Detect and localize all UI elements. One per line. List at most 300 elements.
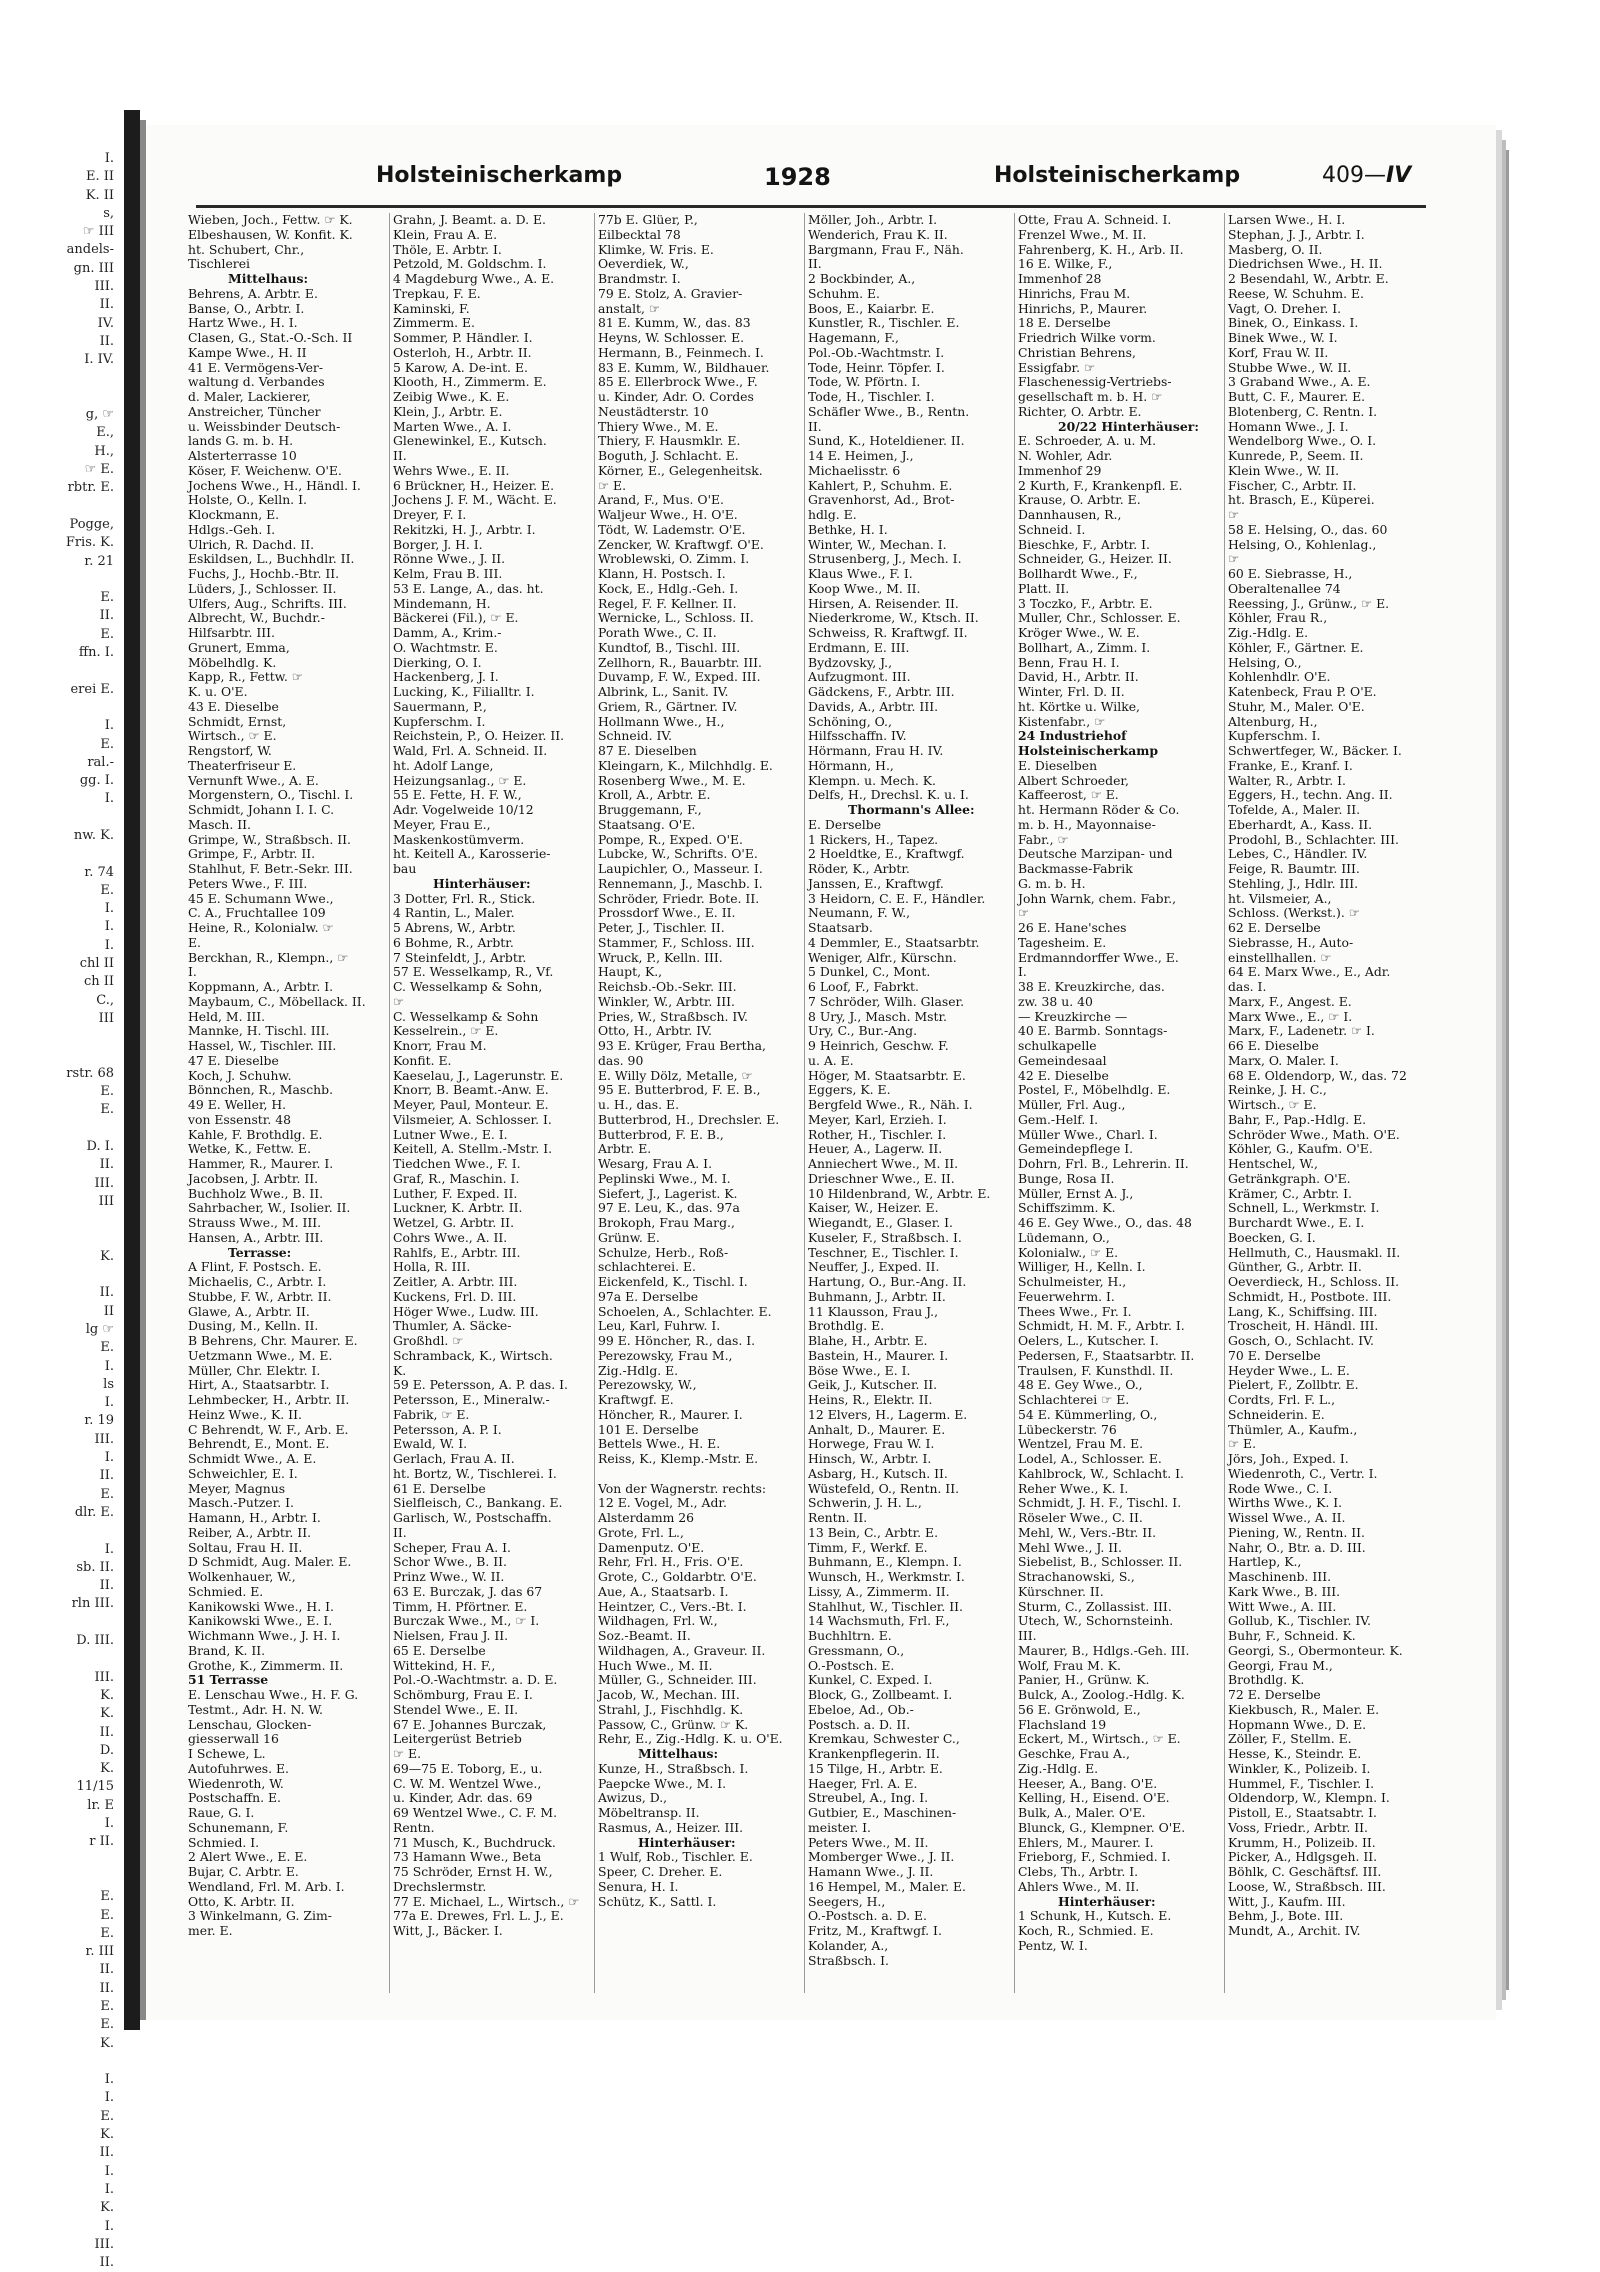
fragment-line: I. [104,2181,114,2197]
directory-entry: Hassel, W., Tischler. III. [188,1038,337,1053]
fragment-line: II. [99,608,114,624]
directory-entry: Schoelen, A., Schlachter. E. [598,1303,772,1319]
directory-entry: von Essenstr. 48 [188,1111,291,1127]
directory-entry: Hartlep, K., [1228,1554,1302,1570]
directory-entry: Feuerwehrm. I. [1018,1288,1115,1304]
directory-entry: Kaffeerost, ☞ E. [1018,787,1119,803]
directory-entry: Peplinski Wwe., M. I. [598,1170,731,1186]
directory-entry: Bastein, H., Maurer. I. [808,1347,949,1363]
directory-entry: Griem, R., Gärtner. IV. [598,698,738,714]
directory-entry: G. m. b. H. [1018,875,1086,891]
directory-entry: 70 E. Derselbe [1228,1347,1321,1363]
directory-entry: Klempn. u. Mech. K. [808,772,936,788]
directory-entry: Eggers, K. E. [808,1082,891,1098]
directory-entry: Deutsche Marzipan- und [1018,846,1173,862]
directory-entry: K. [393,1362,407,1378]
directory-entry: Mittelhaus: [638,1746,719,1761]
directory-entry: 57 E. Wesselkamp, R., Vf. [393,964,554,980]
directory-entry: Schuhm. E. [808,285,880,301]
directory-entry: 68 E. Oldendorp, W., das. 72 [1228,1067,1407,1083]
directory-entry: Kark Wwe., B. III. [1228,1583,1341,1599]
directory-entry: Flachsland 19 [1018,1716,1107,1732]
directory-entry: Voss, Friedr., Arbtr. II. [1228,1819,1368,1835]
fragment-line: lr. E [87,1797,114,1813]
directory-entry: 77b E. Glüer, P., [598,212,698,227]
directory-entry: Bulk, A., Maler. O'E. [1018,1805,1146,1820]
fragment-line [0,498,114,516]
directory-entry: Siefert, J., Lagerist. K. [598,1185,738,1201]
directory-entry: ht. Adolf Lange, [393,757,494,773]
directory-entry: Müller, Chr. Elektr. I. [188,1362,321,1378]
directory-entry: Hinterhäuser: [638,1834,736,1850]
directory-entry: Niederkrome, W., Ktsch. II. [808,610,979,626]
directory-entry: Grimpe, F., Arbtr. II. [188,846,316,862]
directory-entry: Hinsch, W., Arbtr. I. [808,1451,932,1466]
directory-entry: Schömburg, Frau E. I. [393,1687,533,1702]
directory-entry: Regel, F. F. Kellner. II. [598,595,737,611]
directory-entry: 61 E. Derselbe [393,1480,486,1496]
directory-entry: Erdmann, E. III. [808,639,910,655]
directory-entry: Kupferschm. I. [1228,728,1321,744]
directory-entry: 12 Elvers, H., Lagerm. E. [808,1406,968,1422]
directory-entry: Höncher, R., Maurer. I. [598,1406,743,1422]
directory-entry: 3 Winkelmann, G. Zim- [188,1908,332,1924]
directory-entry: Buhr, F., Schneid. K. [1228,1628,1356,1643]
directory-entry: Kaminski, F. [393,300,470,316]
directory-entry: Stahlhut, F. Betr.-Sekr. III. [188,861,353,876]
directory-entry: Meyer, Paul, Monteur. E. [393,1097,549,1112]
directory-entry: III. [1018,1628,1037,1643]
directory-entry: Wiegandt, E., Glaser. I. [808,1215,953,1230]
directory-entry: O. Wachtmstr. E. [393,639,498,655]
directory-entry: Utech, W., Schornsteinh. [1018,1613,1174,1629]
directory-entry: Schor Wwe., B. II. [393,1554,507,1570]
directory-entry: das. I. [1228,979,1267,994]
directory-entry: II. [393,1524,407,1540]
directory-entry: Rennemann, J., Maschb. I. [598,875,763,891]
directory-entry: Eckert, M., Wirtsch., ☞ E. [1018,1731,1181,1747]
directory-entry: 51 Terrasse [188,1672,269,1688]
directory-entry: Heyns, W. Schlosser. E. [598,330,745,345]
directory-entry: schulkapelle [1018,1038,1097,1053]
directory-entry: Immenhof 28 [1018,271,1102,286]
directory-entry: Aufzugmont. III. [808,669,911,685]
directory-entry: 16 Hempel, M., Maler. E. [808,1878,966,1894]
directory-entry: Thiery Wwe., M. E. [598,418,719,434]
directory-entry: Sund, K., Hoteldiener. II. [808,433,965,449]
directory-entry: Lubcke, W., Schrifts. O'E. [598,846,758,862]
fragment-line: K. [100,1248,114,1264]
directory-entry: Ury, C., Bur.-Ang. [808,1023,918,1039]
directory-entry: Alsterdamm 26 [598,1510,695,1525]
directory-entry: Kleingarn, K., Milchhdlg. E. [598,757,773,773]
directory-entry: Wirths Wwe., K. I. [1228,1495,1343,1511]
directory-entry: Otto, H., Arbtr. IV. [598,1023,712,1039]
directory-page [146,125,1496,2020]
directory-entry: Prossdorf Wwe., E. II. [598,905,736,921]
directory-entry: Hamann, H., Arbtr. I. [188,1510,321,1525]
directory-entry: Winkler, K., Polizeib. I. [1228,1760,1371,1776]
fragment-line: E., [96,425,114,441]
directory-entry: Buhmann, E., Klempn. I. [808,1554,962,1570]
directory-entry: Rentn. [393,1819,435,1835]
directory-entry: Kanikowski Wwe., H. I. [188,1598,334,1614]
directory-entry: Oeverdiek, W., [598,256,689,272]
directory-entry: Köhler, F., Gärtner. E. [1228,639,1364,655]
directory-entry: Duvamp, F. W., Exped. III. [598,669,761,685]
fragment-line: I. [104,2072,114,2088]
directory-entry: 58 E. Helsing, O., das. 60 [1228,521,1388,537]
directory-entry: 85 E. Ellerbrock Wwe., F. [598,374,758,390]
directory-entry: Wernicke, L., Schloss. II. [598,610,754,626]
directory-entry: 1 Wulf, Rob., Tischler. E. [598,1849,753,1865]
fragment-line: I. [104,1541,114,1557]
fragment-line: II. [99,333,114,349]
directory-entry: 48 E. Gey Wwe., O., [1018,1377,1143,1393]
directory-entry: Marx, O. Maler. I. [1228,1052,1339,1068]
directory-entry: 5 Karow, A. De-int. E. [393,359,528,375]
directory-entry: Hörmann, Frau H. IV. [808,743,944,758]
directory-entry: Wichmann Wwe., J. H. I. [188,1628,341,1643]
column-divider [1224,213,1225,1993]
directory-entry: Röder, K., Arbtr. [808,861,910,876]
header-rule [196,205,1426,208]
directory-entry: Brokoph, Frau Marg., [598,1215,735,1230]
directory-entry: Timm, F., Werkf. E. [808,1539,928,1555]
fragment-line [0,809,114,827]
directory-entry: Frenzel Wwe., M. II. [1018,226,1147,242]
fragment-line: III. [94,1175,114,1191]
directory-entry: Heuer, A., Lagerw. II. [808,1141,943,1157]
fragment-line: ☞ III [82,224,114,240]
directory-entry: Perezowsky, Frau M., [598,1347,733,1363]
directory-entry: Möbelhdlg. K. [188,654,277,670]
directory-entry: Krämer, C., Arbtr. I. [1228,1185,1352,1201]
directory-entry: Reinke, J. H. C., [1228,1082,1327,1098]
directory-entry: Soltau, Frau H. II. [188,1539,303,1555]
directory-entry: Grote, C., Goldarbtr. O'E. [598,1569,757,1584]
directory-entry: 65 E. Derselbe [393,1642,486,1658]
fragment-line: andels- [66,242,114,258]
directory-entry: David, H., Arbtr. II. [1018,669,1139,685]
directory-entry: 95 E. Butterbrod, F. E. B., [598,1082,761,1098]
column-divider [804,213,805,1993]
directory-entry: 69 Wentzel Wwe., C. F. M. [393,1805,558,1820]
directory-entry: Anstreicher, Tüncher [188,403,321,419]
directory-entry: 1 Schunk, H., Kutsch. E. [1018,1908,1172,1924]
directory-entry: Köser, F. Weichenw. O'E. [188,462,342,478]
directory-entry: Schweichler, E. I. [188,1465,298,1481]
directory-entry: Loose, W., Straßbsch. III. [1228,1878,1386,1894]
directory-entry: Troscheit, H. Händl. III. [1228,1318,1379,1334]
directory-entry: Gressmann, O., [808,1642,905,1658]
directory-entry: Schlachterei ☞ E. [1018,1392,1130,1407]
book-gutter [124,110,140,2030]
directory-entry: E. Dieselben [1018,757,1098,773]
directory-entry: u. Kinder, Adr. O. Cordes [598,389,754,404]
directory-column [808,213,1008,2003]
directory-entry: Hinrichs, Frau M. [1018,285,1131,301]
fragment-line: ls [103,1376,114,1392]
directory-entry: ☞ [1228,551,1240,567]
directory-entry: 101 E. Derselbe [598,1421,699,1437]
directory-entry: Timm, H. Pförtner. E. [393,1598,528,1614]
directory-entry: Berckhan, R., Klempn., ☞ [188,949,349,965]
directory-entry: m. b. H., Mayonnaise- [1018,816,1156,832]
directory-entry: Weniger, Alfr., Kürschn. [808,949,957,965]
directory-entry: Koch, R., Schmied. E. [1018,1923,1154,1938]
fragment-line: E. [100,882,114,898]
fragment-line: E. [100,2017,114,2033]
directory-entry: Otto, K. Arbtr. II. [188,1893,295,1909]
directory-entry: einstellhallen. ☞ [1228,949,1332,965]
directory-entry: Höger Wwe., Ludw. III. [393,1303,539,1319]
directory-entry: Kraftwgf. E. [598,1392,674,1407]
directory-entry: Körner, E., Gelegenheitsk. [598,462,763,478]
directory-entry: Delfs, H., Drechsl. K. u. I. [808,787,969,803]
directory-entry: Tagesheim. E. [1018,934,1107,950]
directory-entry: Terrasse: [228,1244,292,1260]
directory-entry: Thümler, A., Kaufm., [1228,1421,1358,1437]
directory-entry: Lüders, J., Schlosser. II. [188,580,337,596]
directory-entry: d. Maler, Lackierer, [188,389,311,404]
directory-entry: Peters Wwe., M. II. [808,1834,929,1850]
directory-entry: 3 Toczko, F., Arbtr. E. [1018,595,1153,611]
directory-entry: 56 E. Grönwold, E., [1018,1701,1141,1717]
fragment-line: Fris. K. [65,535,114,551]
directory-entry: 6 Bohme, R., Arbtr. [393,934,514,950]
directory-entry: Lucking, K., Filialltr. I. [393,684,535,699]
directory-entry: Bollhardt Wwe., F., [1018,566,1138,581]
directory-entry: Kohlenhdlr. O'E. [1228,669,1331,685]
directory-entry: 69—75 E. Toborg, E., u. [393,1760,543,1776]
directory-entry: Holsteinischerkamp [1018,743,1159,758]
directory-entry: Bydzovsky, J., [808,654,893,670]
fragment-line [0,1028,114,1046]
directory-entry: Stubbe, F. W., Arbtr. II. [188,1288,332,1304]
directory-entry: Pol.-Ob.-Wachtmstr. I. [808,344,945,360]
directory-column [1018,213,1218,2003]
directory-entry: Wentzel, Frau M. E. [1018,1436,1144,1452]
directory-entry: Brothdlg. K. [1228,1672,1305,1688]
directory-entry: C. Wesselkamp & Sohn [393,1008,539,1024]
directory-entry: Rosenberg Wwe., M. E. [598,772,746,788]
directory-entry: Hinterhäuser: [433,875,531,891]
fragment-line: II. [99,1468,114,1484]
fragment-line: K. [100,1687,114,1703]
directory-entry: Kupferschm. I. [393,713,486,729]
directory-entry: 3 Graband Wwe., A. E. [1228,374,1371,390]
directory-entry: O.-Postsch. a. D. E. [808,1908,927,1924]
directory-entry: Gem.-Helf. I. [1018,1111,1099,1127]
fragment-line [0,2053,114,2071]
fragment-line [0,1230,114,1248]
directory-entry: Thöle, E. Arbtr. I. [393,241,502,257]
directory-entry: Leitergerüst Betrieb [393,1731,522,1747]
directory-entry: Schramback, K., Wirtsch. [393,1347,553,1363]
directory-entry: Platt. II. [1018,580,1070,596]
directory-entry: Essigfabr. ☞ [1018,359,1096,375]
fragment-line: g, ☞ [85,407,114,423]
directory-entry: 4 Magdeburg Wwe., A. E. [393,271,555,286]
fragment-line [0,845,114,863]
directory-entry: Heeser, A., Bang. O'E. [1018,1775,1158,1791]
fragment-line: I. [104,2163,114,2179]
directory-entry: Heizungsanlag., ☞ E. [393,772,527,788]
directory-entry: Uetzmann Wwe., M. E. [188,1347,333,1363]
directory-entry: Bäckerei (Fil.), ☞ E. [393,610,519,626]
directory-entry: Burczak Wwe., M., ☞ I. [393,1613,540,1629]
directory-entry: Neuffer, J., Exped. II. [808,1259,940,1275]
directory-entry: Buchholz Wwe., B. II. [188,1185,324,1201]
fragment-line: I. [104,1816,114,1832]
fragment-line: r II. [89,1834,114,1850]
directory-entry: Zöller, F., Stellm. E. [1228,1731,1352,1747]
directory-entry: 87 E. Dieselben [598,743,697,758]
directory-entry: Oelers, L., Kutscher. I. [1018,1333,1159,1348]
directory-entry: Hagemann, F., [808,330,899,345]
directory-entry: Katenbeck, Frau P. O'E. [1228,684,1377,699]
directory-entry: Stammer, F., Schloss. III. [598,934,755,950]
directory-entry: ☞ [1018,905,1030,921]
directory-entry: Osterloh, H., Arbtr. II. [393,344,532,360]
directory-entry: Klooth, H., Zimmerm. E. [393,374,547,390]
directory-entry: Huch Wwe., M. II. [598,1657,713,1673]
directory-entry: Müller, Ernst A. J., [1018,1185,1134,1201]
directory-entry: Schmied. I. [188,1834,260,1850]
directory-entry: 93 E. Krüger, Frau Bertha, [598,1038,766,1053]
directory-entry: Bettels Wwe., H. E. [598,1436,721,1452]
directory-entry: Jörs, Joh., Exped. I. [1228,1451,1349,1466]
directory-entry: Bunge, Rosa II. [1018,1170,1115,1186]
directory-entry: Nielsen, Frau J. II. [393,1628,509,1643]
directory-entry: Schöning, O., [808,713,892,729]
directory-entry: Kunrede, P., Seem. II. [1228,448,1364,463]
directory-entry: Nahr, O., Btr. a. D. III. [1228,1539,1366,1555]
directory-entry: Böhlk, C. Geschäftsf. III. [1228,1864,1382,1879]
directory-entry: u. A. E. [808,1052,854,1068]
directory-entry: Hdlgs.-Geh. I. [188,521,276,537]
directory-entry: Cohrs Wwe., A. II. [393,1229,508,1245]
directory-entry: 4 Rantin, L., Maler. [393,905,515,921]
directory-entry: Damm, A., Krim.- [393,625,502,640]
directory-entry: 75 Schröder, Ernst H. W., [393,1864,553,1879]
directory-entry: Marx, F., Ladenetr. ☞ I. [1228,1023,1375,1039]
directory-entry: Pistoll, E., Staatsabtr. I. [1228,1805,1377,1820]
directory-entry: Dannhausen, R., [1018,507,1122,522]
directory-entry: Siebelist, B., Schlosser. II. [1018,1554,1183,1570]
directory-entry: Kunstler, R., Tischler. E. [808,315,960,331]
directory-entry: Bargmann, Frau F., Näh. [808,241,964,257]
directory-entry: Thormann's Allee: [848,802,975,817]
directory-entry: Klimke, W. Fris. E. [598,241,714,257]
directory-entry: 3 Dotter, Frl. R., Stick. [393,890,536,906]
directory-entry: Müller Wwe., Charl. I. [1018,1126,1158,1142]
directory-entry: Porath Wwe., C. II. [598,625,717,640]
fragment-line: s, [103,205,114,221]
directory-entry: Flaschenessig-Vertriebs- [1018,374,1172,390]
directory-entry: Mehl, W., Vers.-Btr. II. [1018,1524,1157,1540]
directory-entry: Hermann, B., Feinmech. I. [598,344,764,360]
directory-entry: Helsing, O., [1228,654,1302,670]
directory-entry: 26 E. Hane'sches [1018,920,1127,935]
directory-entry: 5 Dunkel, C., Mont. [808,964,931,980]
directory-entry: Muller, Chr., Schlosser. E. [1018,610,1181,626]
fragment-line [0,1870,114,1888]
directory-entry: Cordts, Frl. F. L., [1228,1392,1336,1407]
directory-entry: Heine, R., Kolonialw. ☞ [188,920,334,935]
directory-entry: meister. I. [808,1819,871,1835]
directory-entry: Gollub, K., Tischler. IV. [1228,1613,1371,1629]
directory-entry: Prinz Wwe., W. II. [393,1569,505,1584]
directory-entry: Rehr, E., Zig.-Hdlg. K. u. O'E. [598,1731,783,1747]
directory-entry: 2 Hoeldtke, E., Kraftwgf. [808,846,965,862]
directory-entry: ht. Bortz, W., Tischlerei. I. [393,1465,557,1481]
directory-entry: Hörmann, H., [808,757,894,773]
fragment-line: E. [100,1486,114,1502]
directory-entry: Janssen, E., Kraftwgf. [808,875,944,891]
directory-entry: 41 E. Vermögens-Ver- [188,359,324,375]
directory-entry: Wetke, K., Fettw. E. [188,1141,312,1157]
directory-entry: Bollhart, A., Zimm. I. [1018,639,1151,655]
directory-entry: Haeger, Frl. A. E. [808,1775,918,1791]
directory-entry: Postsch. a. D. II. [808,1716,911,1732]
directory-entry: Bönnchen, R., Maschb. [188,1082,334,1098]
directory-entry: Blunck, G., Klempner. O'E. [1018,1819,1186,1835]
directory-entry: B Behrens, Chr. Maurer. E. [188,1333,358,1348]
directory-entry: Neumann, F. W., [808,905,911,921]
directory-entry: Straßbsch. I. [808,1952,889,1968]
directory-entry: Hesse, K., Steindr. E. [1228,1746,1362,1761]
directory-entry: Hummel, F., Tischler. I. [1228,1775,1375,1791]
directory-entry: Wetzel, G. Arbtr. II. [393,1215,515,1230]
directory-entry: Schröder Wwe., Math. O'E. [1228,1126,1400,1142]
directory-entry: Mannke, H. Tischl. III. [188,1023,330,1039]
directory-entry: Albrink, L., Sanit. IV. [598,684,729,699]
directory-entry: A Flint, F. Postsch. E. [188,1259,322,1275]
directory-entry: Testmt., Adr. H. N. W. [188,1701,323,1717]
directory-entry: I. [188,964,197,980]
directory-entry: Kock, E., Hdlg.-Geh. I. [598,580,739,596]
directory-entry: Höger, M. Staatsarbtr. E. [808,1067,966,1083]
directory-entry: Hirt, A., Staatsarbtr. I. [188,1377,330,1393]
fragment-line: K. [100,2127,114,2143]
directory-entry: Reiber, A., Arbtr. II. [188,1524,312,1540]
directory-entry: Bujar, C. Arbtr. E. [188,1864,299,1879]
directory-entry: ht. Körtke u. Wilke, [1018,698,1140,714]
directory-entry: Albrecht, W., Buchdr.- [188,610,325,626]
directory-entry: Kundtof, B., Tischl. III. [598,639,741,655]
directory-entry: Adr. Vogelweide 10/12 [393,802,534,817]
directory-entry: 46 E. Gey Wwe., O., das. 48 [1018,1215,1192,1230]
directory-entry: hdlg. E. [808,507,857,522]
fragment-line: I. [104,901,114,917]
directory-entry: Brandmstr. I. [598,271,681,286]
directory-entry: E. Derselbe [808,816,882,832]
directory-entry: Grote, Frl. L., [598,1524,684,1540]
directory-entry: Pentz, W. I. [1018,1937,1088,1953]
directory-entry: Stubbe Wwe., W. II. [1228,359,1352,375]
directory-entry: Knorr, B. Beamt.-Anw. E. [393,1082,549,1098]
directory-entry: Pompe, R., Exped. O'E. [598,831,743,847]
directory-entry: Luther, F. Exped. II. [393,1185,518,1201]
directory-entry: Lübeckerstr. 76 [1018,1421,1117,1437]
directory-entry: Schulze, Herb., Roß- [598,1244,729,1260]
directory-entry: Kiekbusch, R., Maler. E. [1228,1701,1380,1717]
directory-entry: Elbeshausen, W. Konfit. K. [188,226,353,242]
directory-entry: Hilfsarbtr. III. [188,625,275,640]
directory-entry: Meyer, Karl, Erzieh. I. [808,1111,947,1127]
